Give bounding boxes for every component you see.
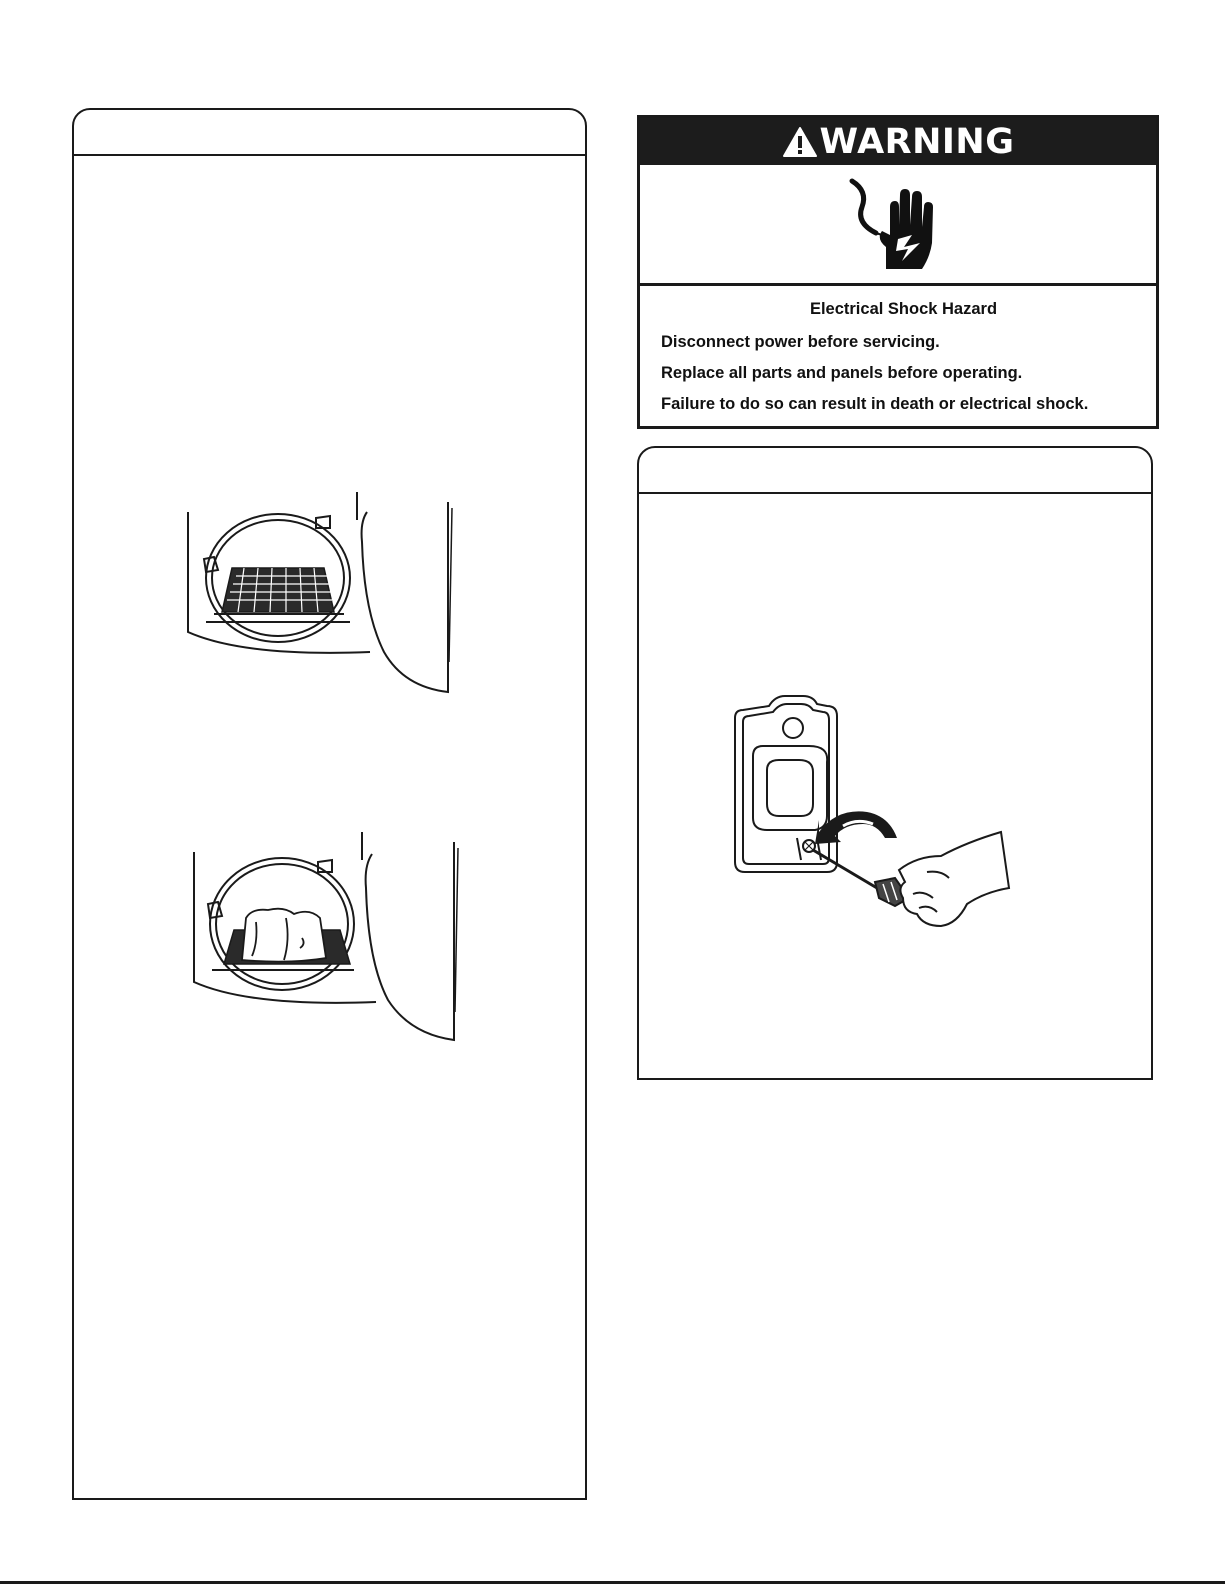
right-instruction-panel (637, 446, 1153, 1080)
dryer-rack-empty-illustration (184, 482, 464, 702)
page-bottom-rule (0, 1581, 1225, 1584)
left-instruction-panel (72, 108, 587, 1500)
electrical-shock-hand-icon (846, 177, 942, 273)
cover-plate-screwdriver-illustration (727, 692, 1017, 962)
warning-line-replace: Replace all parts and panels before operating. (661, 364, 1023, 382)
dryer-rack-items-illustration (190, 822, 470, 1047)
right-panel-header (639, 448, 1151, 494)
warning-hazard-title: Electrical Shock Hazard (809, 300, 998, 318)
left-panel-header (74, 110, 585, 156)
warning-triangle-icon (782, 126, 818, 158)
warning-icon-area (640, 165, 1156, 286)
warning-text-block (661, 300, 1146, 426)
warning-line-disconnect: Disconnect power before servicing. (661, 333, 940, 351)
warning-line-failure: Failure to do so can result in death or electrical shock. (661, 395, 1089, 413)
warning-header (640, 118, 1156, 165)
warning-title: WARNING (819, 121, 1015, 162)
warning-box (637, 115, 1159, 429)
